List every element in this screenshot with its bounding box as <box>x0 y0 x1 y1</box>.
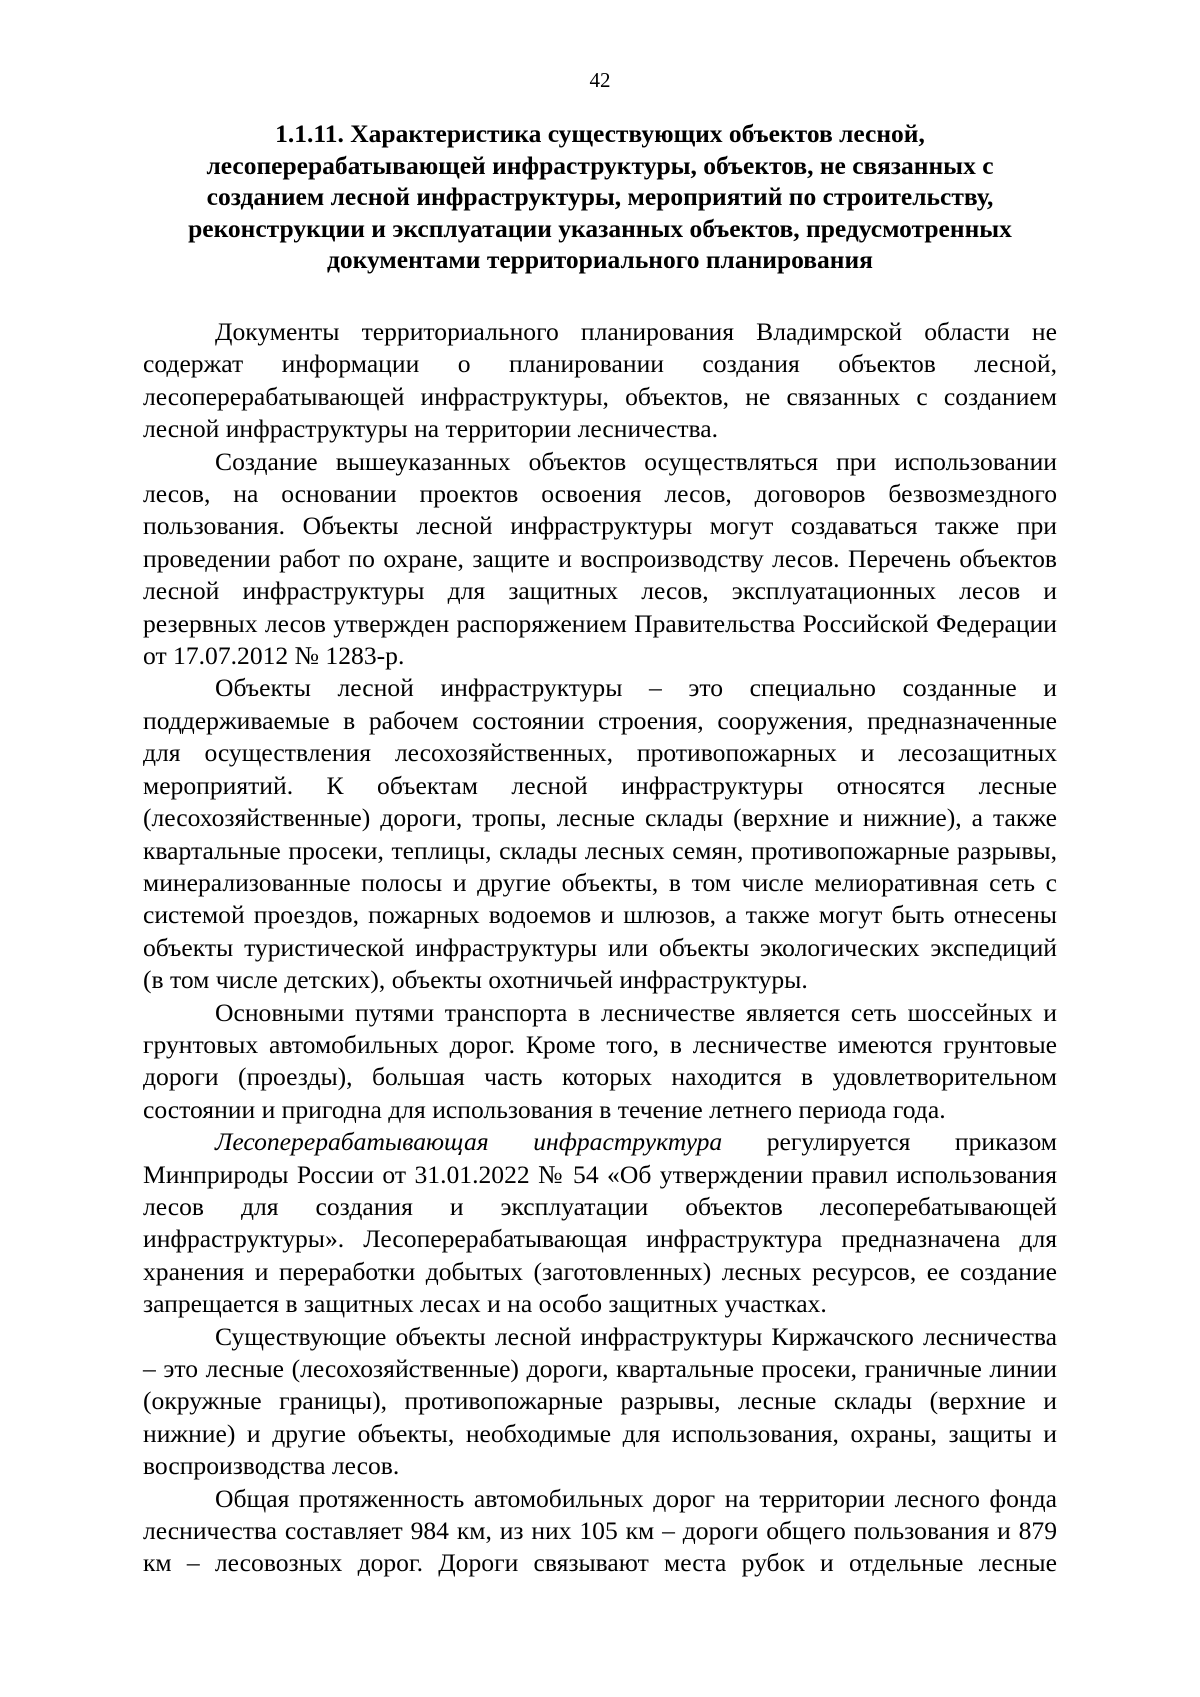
paragraph-creation-of-objects: Создание вышеуказанных объектов осуществляться при использовании лесов, на основании проектов освоения лесов, договоров безвозмездного пользования. Объекты лесной инфраструктуры могут создаваться также при проведении работ по охране, защите и воспроизводству лесов. Перечень объектов лесной инфраструктуры для защитных лесов, эксплуатационных лесов и резервных лесов утвержден распоряжением Правительства Российской Федерации от 17.07.2012 № 1283-р. <box>143 446 1057 671</box>
section-heading: 1.1.11. Характеристика существующих объектов лесной, лесоперерабатывающей инфраструктуры, объектов, не связанных с созданием лесной инфраструктуры, мероприятий по строительству, реконструкции и эксплуатации указанных объектов, предусмотренных документами территориального планирования <box>188 119 1012 274</box>
italic-term: Лесоперерабатывающая инфраструктура <box>215 1127 723 1157</box>
paragraph-processing-text: регулируется приказом Минприроды России от 31.01.2022 № 54 «Об утверждении правил использования лесов для создания и эксплуатации объектов лесоперебатывающей инфраструктуры». Лесоперерабатывающая инфраструктура предназначена для хранения и переработки добытых (заготовленных) лесных ресурсов, ее создание запрещается в защитных лесах и на особо защитных участках. <box>143 1127 1057 1319</box>
paragraph-transport-routes: Основными путями транспорта в лесничестве является сеть шоссейных и грунтовых автомобильных дорог. Кроме того, в лесничестве имеются грунтовые дороги (проезды), большая часть которых находится в удовлетворительном состоянии и пригодна для использования в течение летнего периода года. <box>143 997 1057 1124</box>
paragraph-planning-documents: Документы территориального планирования Владимрской области не содержат информации о планировании создания объектов лесной, лесоперерабатывающей инфраструктуры, объектов, не связанных с созданием лесной инфраструктуры на территории лесничества. <box>143 317 1057 444</box>
paragraph-infrastructure-definition: Объекты лесной инфраструктуры – это специально созданные и поддерживаемые в рабочем состоянии строения, сооружения, предназначенные для осуществления лесохозяйственных, противопожарных и лесозащитных мероприятий. К объектам лесной инфраструктуры относятся лесные (лесохозяйственные) дороги, тропы, лесные склады (верхние и нижние), а также квартальные просеки, теплицы, склады лесных семян, противопожарные разрывы, минерализованные полосы и другие объекты, в том числе мелиоративная сеть с системой проездов, пожарных водоемов и шлюзов, а также могут быть отнесены объекты туристической инфраструктуры или объекты экологических экспедиций (в том числе детских), объекты охотничьей инфраструктуры. <box>143 673 1057 995</box>
paragraph-processing-infrastructure <box>143 1126 1057 1320</box>
paragraph-existing-objects: Существующие объекты лесной инфраструктуры Киржачского лесничества – это лесные (лесохозяйственные) дороги, квартальные просеки, граничные линии (окружные границы), противопожарные разрывы, лесные склады (верхние и нижние) и другие объекты, необходимые для использования, охраны, защиты и воспроизводства лесов. <box>143 1321 1057 1481</box>
document-body <box>143 316 1057 1580</box>
page-number: 42 <box>589 68 611 92</box>
paragraph-road-length: Общая протяженность автомобильных дорог на территории лесного фонда лесничества составляет 984 км, из них 105 км – дороги общего пользования и 879 км – лесовозных дорог. Дороги связывают места рубок и отдельные лесные <box>143 1483 1057 1578</box>
